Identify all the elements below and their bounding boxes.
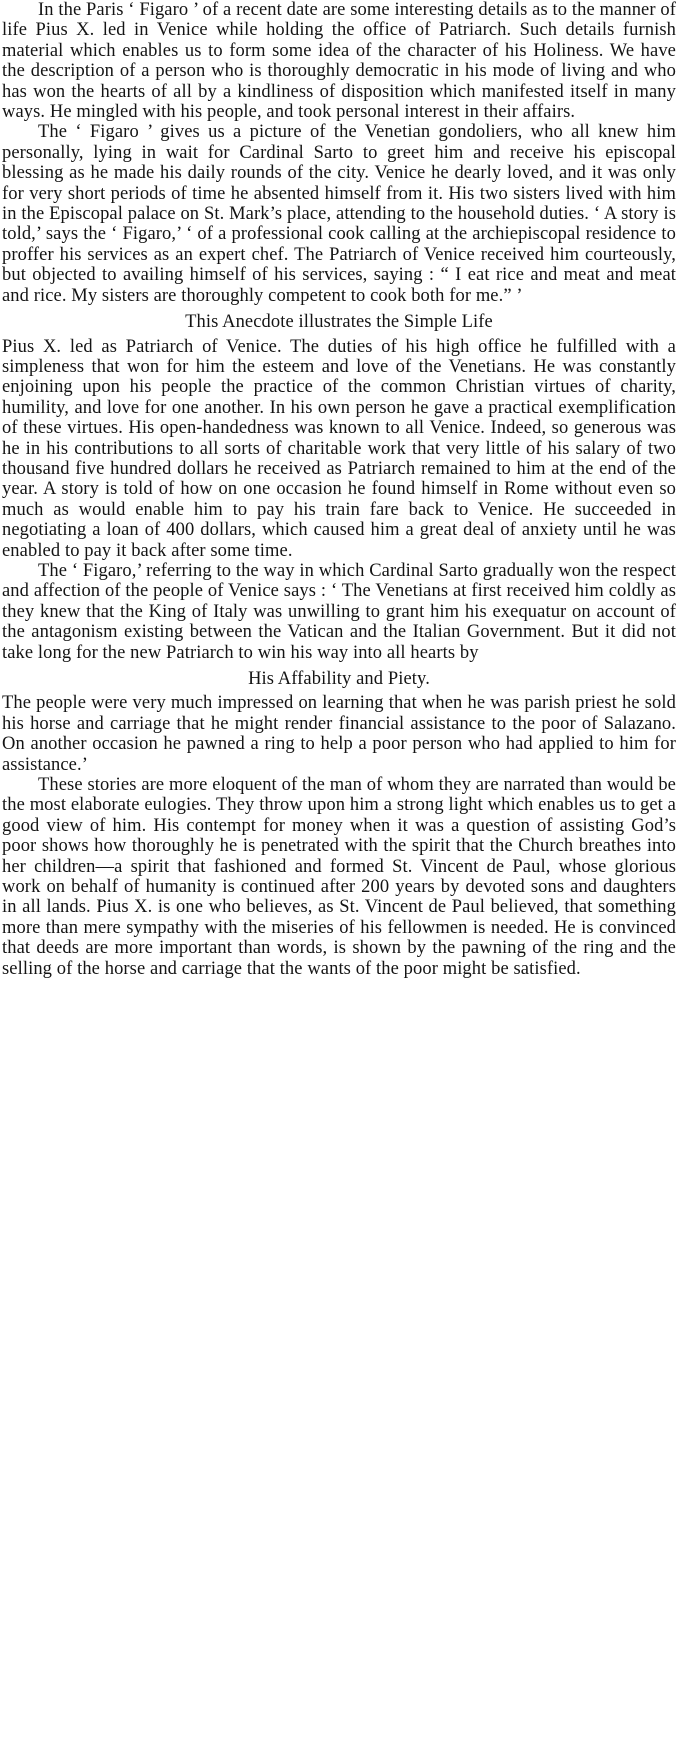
section-subheading: This Anecdote illustrates the Simple Life	[185, 312, 493, 333]
article-paragraph: The ‘ Figaro ’ gives us a picture of the Venetian gondoliers, who all knew him personally, lying in wait for Cardinal Sarto to greet him and receive his episcopal blessing as he made his daily rounds of the city. Venice he dearly loved, and it was only for very short periods of time he absented himself from it. His two sisters lived with him in the Episcopal palace on St. Mark’s place, attending to the household duties. ‘ A story is told,’ says the ‘ Figaro,’ ‘ of a professional cook calling at the archiepiscopal residence to proffer his services as an expert chef. The Patriarch of Venice received him courteously, but objected to availing himself of his services, saying : “ I eat rice and meat and meat and rice. My sisters are thoroughly competent to cook both for me.” ’	[2, 122, 676, 306]
article-paragraph: In the Paris ‘ Figaro ’ of a recent date are some interesting details as to the manner of life Pius X. led in Venice while holding the office of Patriarch. Such details furnish material which enables us to form some idea of the character of his Holiness. We have the description of a person who is thoroughly democratic in his mode of living and who has won the hearts of all by a kindliness of disposition which manifested itself in many ways. He mingled with his people, and took personal interest in their affairs.	[2, 0, 676, 123]
article-paragraph: Pius X. led as Patriarch of Venice. The duties of his high office he fulfilled with a simpleness that won for him the esteem and love of the Venetians. He was constantly enjoining upon his people the practice of the common Christian virtues of charity, humility, and love for one another. In his own person he gave a practical exemplification of these virtues. His open-handedness was known to all Venice. Indeed, so generous was he in his contributions to all sorts of charitable work that very little of his salary of two thousand five hundred dollars he received as Patriarch remained to him at the end of the year. A story is told of how on one occasion he found himself in Rome without even so much as would enable him to pay his train fare back to Venice. He succeeded in negotiating a loan of 400 dollars, which caused him a great deal of anxiety until he was enabled to pay it back after some time.	[2, 336, 676, 561]
article-paragraph: The ‘ Figaro,’ referring to the way in which Cardinal Sarto gradually won the respect and affection of the people of Venice says : ‘ The Venetians at first received him coldly as they knew that the King of Italy was unwilling to grant him his exequatur on account of the antagonism existing between the Vatican and the Italian Government. But it did not take long for the new Patriarch to win his way into all hearts by	[2, 560, 676, 663]
article-paragraph: The people were very much impressed on learning that when he was parish priest he sold his horse and carriage that he might render financial assistance to the poor of Salazano. On another occasion he pawned a ring to help a poor person who had applied to him for assistance.’	[2, 693, 676, 775]
section-subheading: His Affability and Piety.	[248, 669, 430, 689]
article-paragraph: These stories are more eloquent of the man of whom they are narrated than would be the most elaborate eulogies. They throw upon him a strong light which enables us to get a good view of him. His contempt for money when it was a question of assisting God’s poor shows how thoroughly he is penetrated with the spirit that the Church breathes into her children—a spirit that fashioned and formed St. Vincent de Paul, whose glorious work on behalf of humanity is continued after 200 years by devoted sons and daughters in all lands. Pius X. is one who believes, as St. Vincent de Paul believed, that something more than mere sympathy with the miseries of his fellowmen is needed. He is convinced that deeds are more important than words, is shown by the pawning of the ring and the selling of the horse and carriage that the wants of the poor might be satisfied.	[2, 775, 676, 979]
article-column	[2, 0, 676, 979]
